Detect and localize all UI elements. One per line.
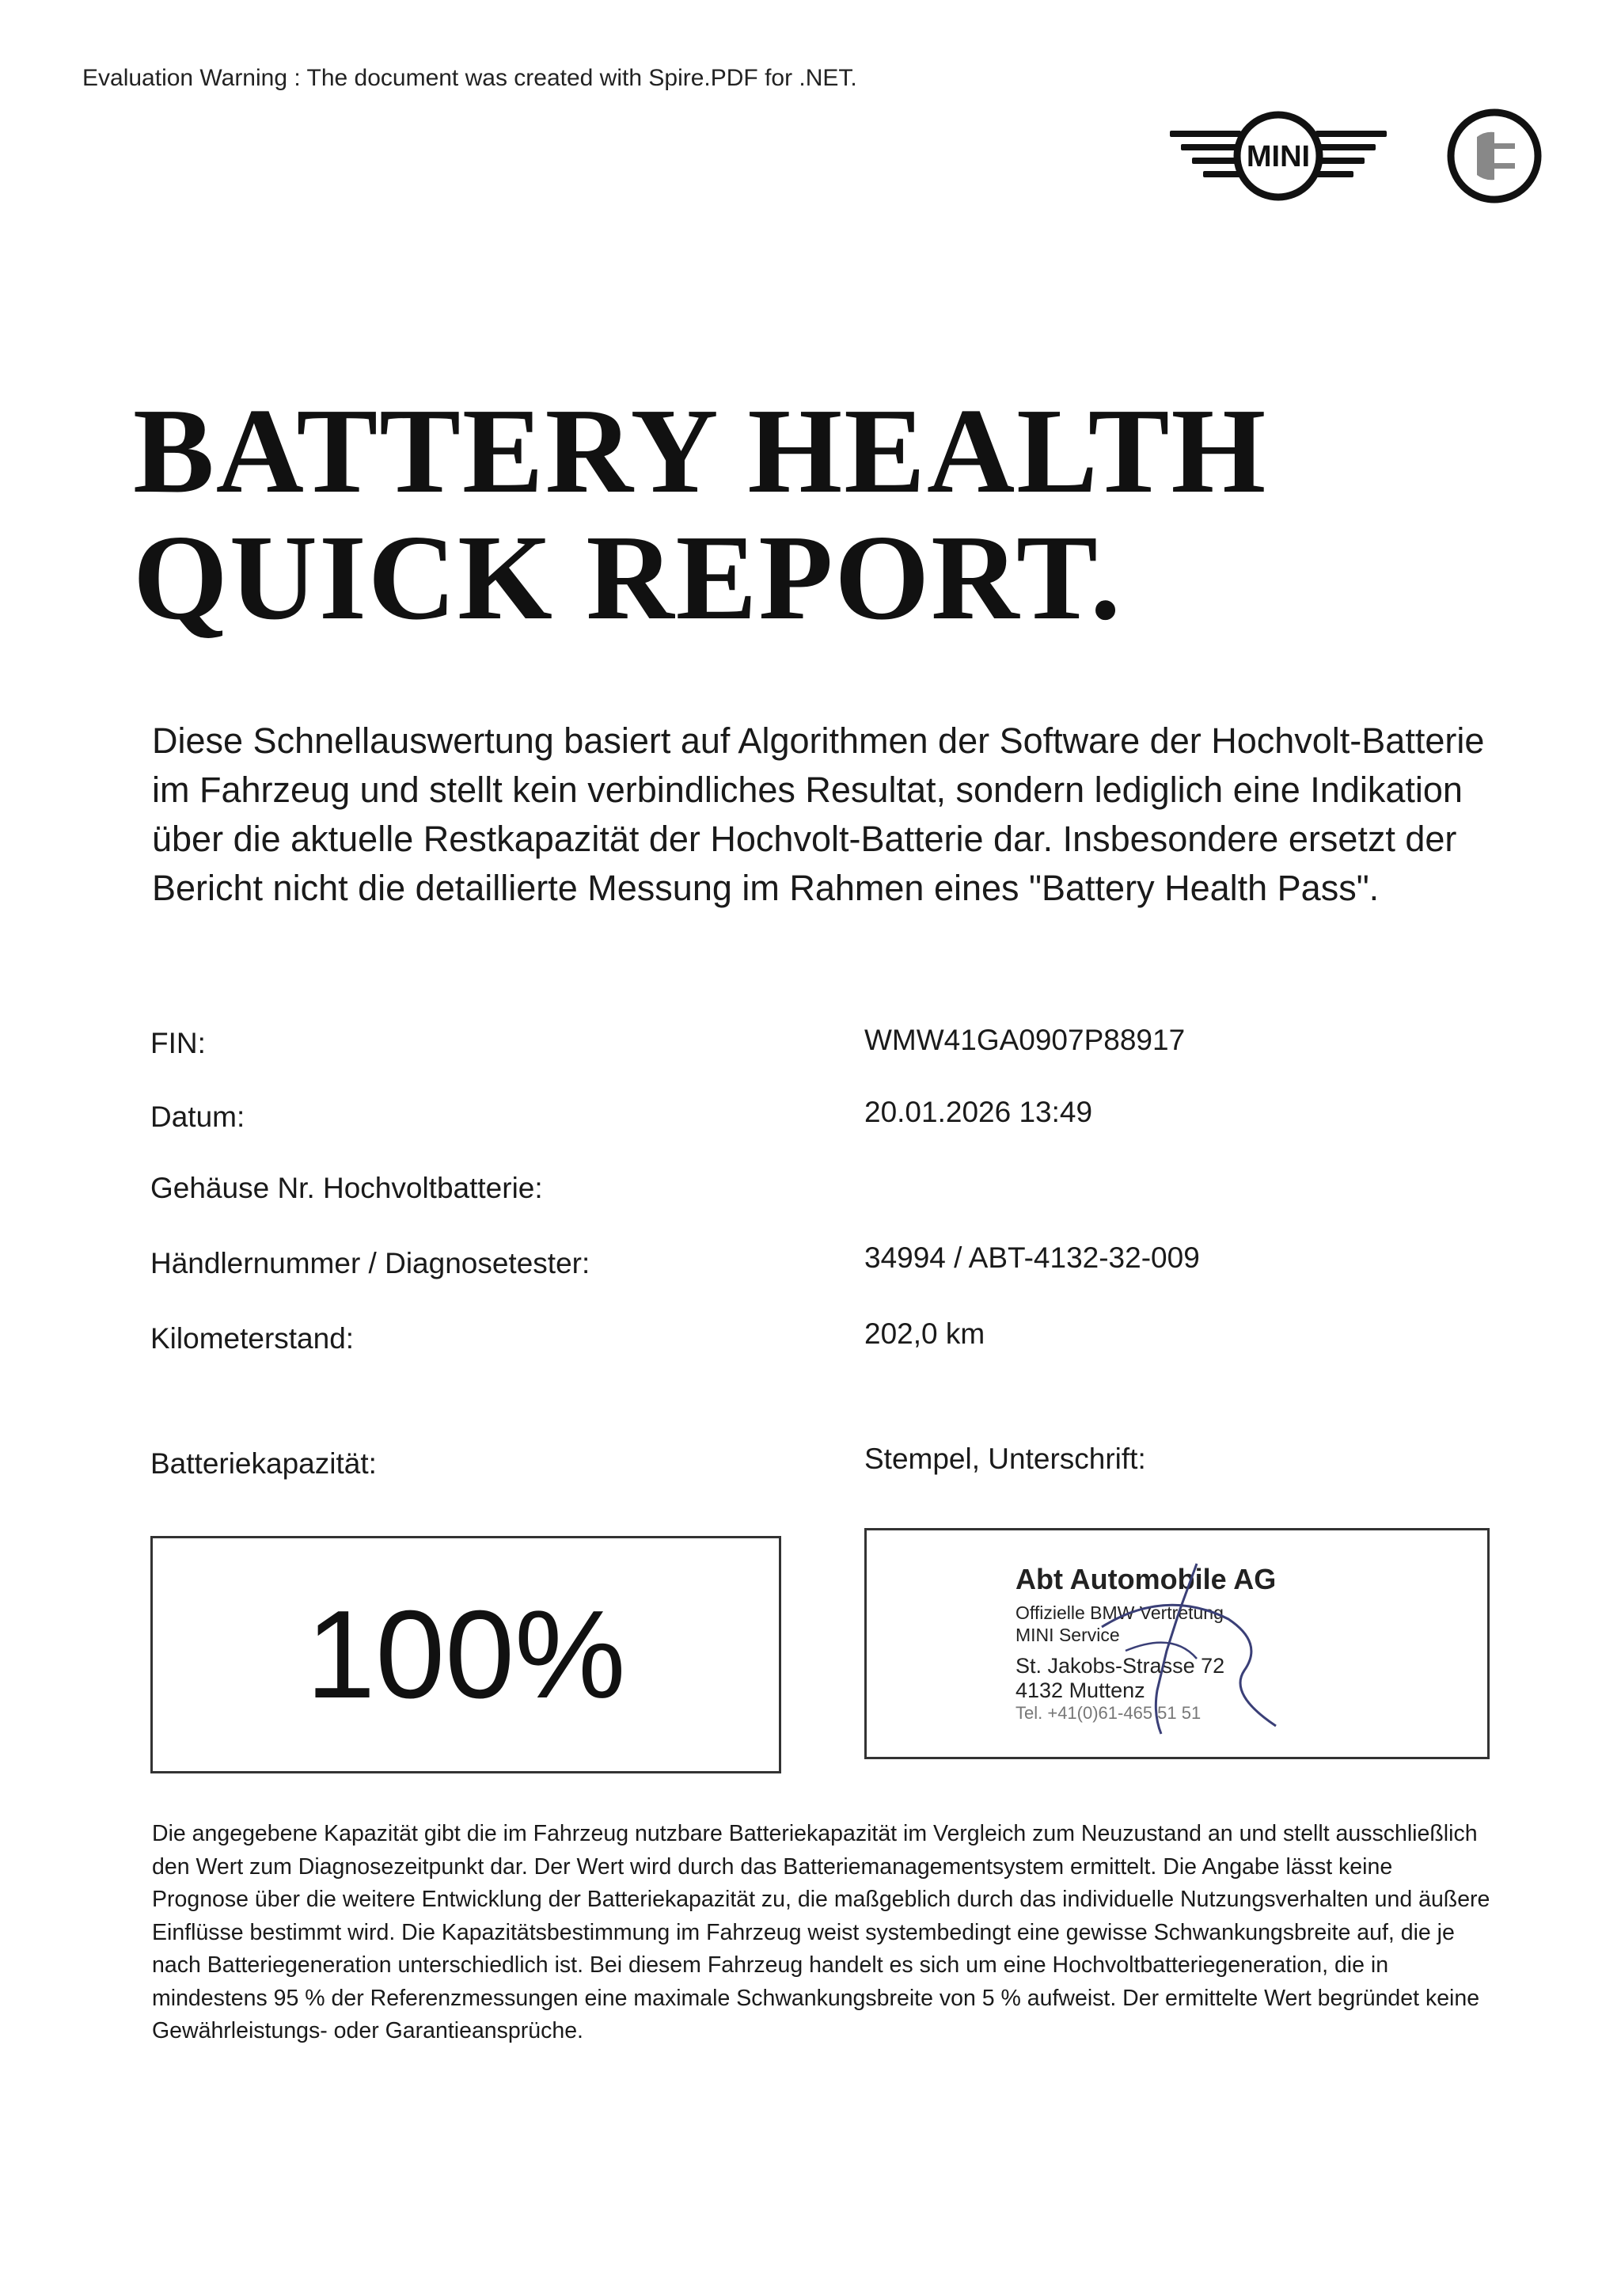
stamp-city: 4132 Muttenz [1015,1678,1145,1702]
disclaimer-paragraph: Die angegebene Kapazität gibt die im Fahrzeug nutzbare Batteriekapazität im Vergleich zum Neuzustand an und stellt ausschließlich den Wert zum Diagnosezeitpunkt dar. Der Wert wird durch das Batteriemanagementsystem ermittelt. Die Angabe lässt keine Prognose über die weitere Entwicklung der Batteriekapazität zu, die maßgeblich durch das individuelle Nutzungsverhalten und äußere Einflüsse bestimmt wird. Die Kapazitätsbestimmung im Fahrzeug weist systembedingt eine gewisse Schwankungsbreite auf, die je nach Batteriegeneration unterschiedlich ist. Bei diesem Fahrzeug handelt es sich um eine Hochvoltbatteriegeneration, die in mindestens 95 % der Referenzmessungen eine maximale Schwankungsbreite von 5 % aufweist. Der ermittelte Wert begründet keine Gewährleistungs- oder Garantieansprüche. [152,1821,1490,2043]
kilometerstand-value: 202,0 km [864,1317,985,1350]
datum-value: 20.01.2026 13:49 [864,1096,1093,1128]
stamp-street: St. Jakobs-Strasse 72 [1015,1654,1225,1678]
capacity-label: Batteriekapazität: [150,1447,377,1480]
gehaeuse-label: Gehäuse Nr. Hochvoltbatterie: [150,1172,543,1204]
stamp-company-name: Abt Automobile AG [1015,1563,1277,1595]
evaluation-warning: Evaluation Warning : The document was created with Spire.PDF for .NET. [82,65,857,91]
electric-plug-icon [1445,107,1543,205]
title-line-1: BATTERY HEALTH [133,384,1268,519]
title-line-2: QUICK REPORT. [133,511,1122,645]
stamp-line-2: MINI Service [1015,1625,1120,1645]
stamp-box [864,1528,1490,1759]
mini-logo-text: MINI [1246,140,1311,173]
intro-paragraph: Diese Schnellauswertung basiert auf Algorithmen der Software der Hochvolt-Batterie im Fahrzeug und stellt kein verbindliches Resultat, sondern lediglich eine Indikation über die aktuelle Restkapazität der Hochvolt-Batterie dar. Insbesondere ersetzt der Bericht nicht die detaillierte Messung im Rahmen eines "Battery Health Pass". [152,720,1485,908]
kilometerstand-label: Kilometerstand: [150,1322,355,1355]
capacity-box [150,1536,781,1773]
stamp-line-1: Offizielle BMW Vertretung [1015,1602,1224,1623]
haendler-value: 34994 / ABT-4132-32-009 [864,1241,1200,1274]
fin-label: FIN: [150,1027,206,1059]
datum-label: Datum: [150,1100,245,1133]
fin-value: WMW41GA0907P88917 [864,1024,1186,1056]
stamp-tel: Tel. +41(0)61-465 51 51 [1015,1703,1202,1723]
haendler-label: Händlernummer / Diagnosetester: [150,1247,590,1279]
dealer-stamp [1015,1562,1276,1724]
report-title [133,384,1268,645]
mini-logo-icon [1164,103,1393,210]
stamp-label: Stempel, Unterschrift: [864,1443,1146,1475]
capacity-value: 100% [306,1585,626,1724]
